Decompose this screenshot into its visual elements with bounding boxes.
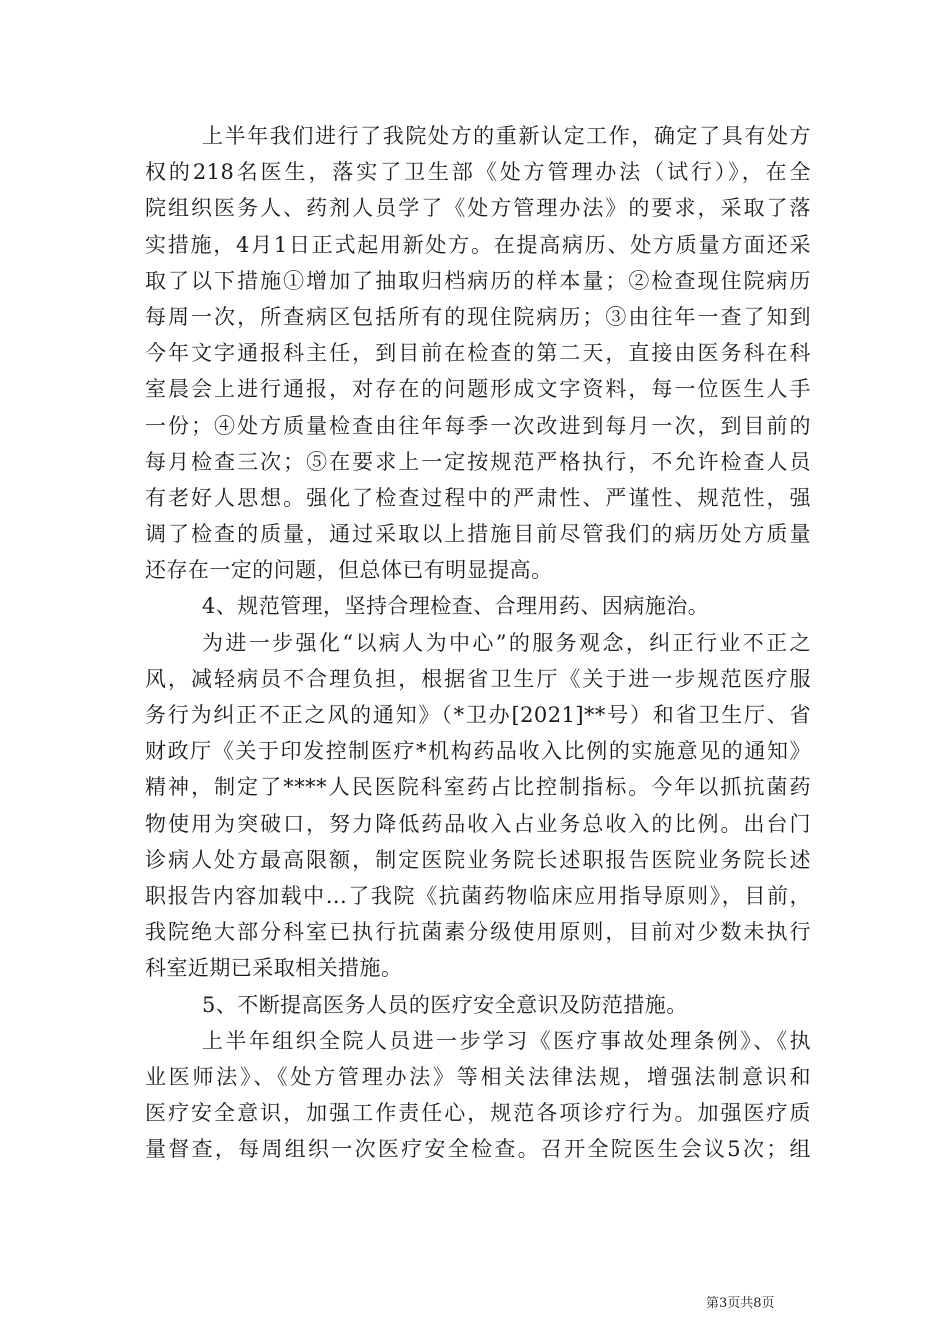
text-line: 取了以下措施①增加了抽取归档病历的样本量；②检查现住院病历 bbox=[145, 268, 811, 293]
text-line: 室晨会上进行通报，对存在的问题形成文字资料，每一位医生人手 bbox=[145, 377, 811, 402]
text-line: 一份；④处方质量检查由往年每季一次改进到每月一次，到目前的 bbox=[145, 413, 811, 438]
text-line: 风，减轻病员不合理负担，根据省卫生厅《关于进一步规范医疗服 bbox=[145, 666, 811, 691]
text-line: 职报告内容加载中...了我院《抗菌药物临床应用指导原则》，目前， bbox=[145, 883, 811, 908]
document-body bbox=[145, 118, 811, 1167]
page-number-footer: 第3页共8页 bbox=[706, 1296, 775, 1311]
section-heading: 5、不断提高医务人员的医疗安全意识及防范措施。 bbox=[202, 992, 688, 1017]
text-line: 上半年我们进行了我院处方的重新认定工作，确定了具有处方 bbox=[202, 124, 811, 148]
text-line: 诊病人处方最高限额，制定医院业务院长述职报告医院业务院长述 bbox=[145, 847, 811, 872]
text-line: 实措施，4月1日正式起用新处方。在提高病历、处方质量方面还采 bbox=[145, 232, 811, 257]
text-line: 还存在一定的问题，但总体已有明显提高。 bbox=[145, 558, 553, 583]
text-line: 我院绝大部分科室已执行抗菌素分级使用原则，目前对少数未执行 bbox=[145, 920, 811, 945]
text-line: 科室近期已采取相关措施。 bbox=[145, 956, 403, 981]
section-heading: 4、规范管理，坚持合理检查、合理用药、因病施治。 bbox=[202, 594, 710, 619]
text-line: 精神，制定了****人民医院科室药占比控制指标。今年以抓抗菌药 bbox=[145, 775, 811, 800]
text-line: 上半年组织全院人员进一步学习《医疗事故处理条例》、《执 bbox=[202, 1028, 811, 1053]
text-line: 有老好人思想。强化了检查过程中的严肃性、严谨性、规范性，强 bbox=[145, 485, 811, 510]
text-line: 每周一次，所查病区包括所有的现住院病历；③由往年一查了知到 bbox=[145, 304, 811, 329]
text-line: 医疗安全意识，加强工作责任心，规范各项诊疗行为。加强医疗质 bbox=[145, 1101, 811, 1126]
text-line: 权的218名医生，落实了卫生部《处方管理办法（试行）》，在全 bbox=[145, 160, 811, 185]
text-line: 为进一步强化“以病人为中心”的服务观念，纠正行业不正之 bbox=[202, 630, 811, 655]
text-line: 务行为纠正不正之风的通知》（*卫办[2021]**号）和省卫生厅、省 bbox=[145, 703, 811, 727]
text-line: 财政厅《关于印发控制医疗*机构药品收入比例的实施意见的通知》 bbox=[145, 739, 811, 764]
text-line: 物使用为突破口，努力降低药品收入占业务总收入的比例。出台门 bbox=[145, 811, 811, 836]
text-line: 调了检查的质量，通过采取以上措施目前尽管我们的病历处方质量 bbox=[145, 522, 811, 547]
text-line: 今年文字通报科主任，到目前在检查的第二天，直接由医务科在科 bbox=[145, 341, 811, 366]
text-line: 业医师法》、《处方管理办法》等相关法律法规，增强法制意识和 bbox=[145, 1064, 811, 1089]
text-line: 院组织医务人、药剂人员学了《处方管理办法》的要求，采取了落 bbox=[145, 196, 811, 221]
text-line: 量督查，每周组织一次医疗安全检查。召开全院医生会议5次；组 bbox=[145, 1137, 811, 1162]
text-line: 每月检查三次；⑤在要求上一定按规范严格执行，不允许检查人员 bbox=[145, 449, 811, 474]
